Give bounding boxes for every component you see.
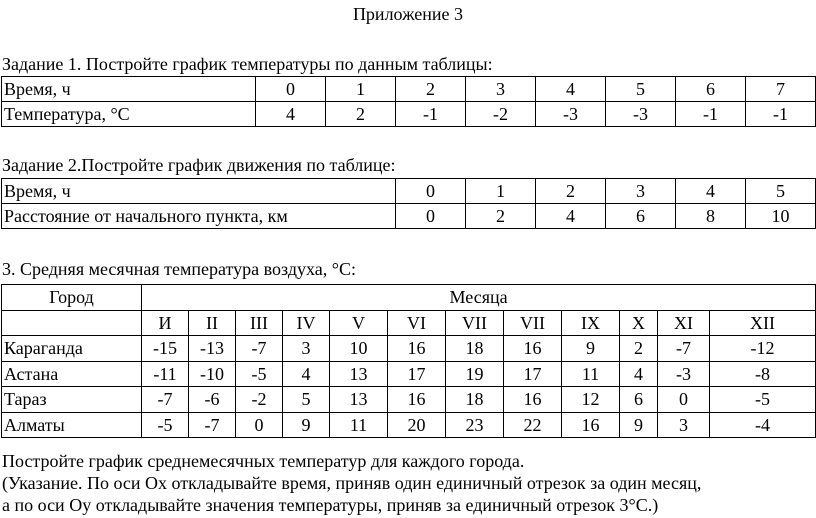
month-header-cell: V bbox=[330, 310, 388, 336]
table-cell: 12 bbox=[562, 387, 620, 413]
table-row bbox=[2, 336, 816, 362]
table-cell: 2 bbox=[326, 102, 396, 127]
table-cell: -3 bbox=[658, 361, 710, 387]
table-cell: 3 bbox=[283, 336, 330, 362]
table-cell: -5 bbox=[236, 361, 283, 387]
table-cell: 11 bbox=[562, 361, 620, 387]
table-cell: 17 bbox=[504, 361, 562, 387]
task2-table-body bbox=[2, 179, 816, 229]
table-cell: 3 bbox=[466, 77, 536, 102]
table-cell: -6 bbox=[189, 387, 236, 413]
month-header-cell: II bbox=[189, 310, 236, 336]
city-name: Тараз bbox=[2, 387, 142, 413]
month-header-cell: III bbox=[236, 310, 283, 336]
task3-instruction: Постройте график среднемесячных температур для каждого города. bbox=[2, 451, 525, 471]
table-cell: 16 bbox=[504, 387, 562, 413]
table-cell: -7 bbox=[189, 412, 236, 438]
table-cell: -7 bbox=[236, 336, 283, 362]
table-cell: 0 bbox=[658, 387, 710, 413]
table-cell: 2 bbox=[620, 336, 658, 362]
month-header-cell: И bbox=[142, 310, 189, 336]
table-cell: 11 bbox=[330, 412, 388, 438]
table-cell: 18 bbox=[446, 336, 504, 362]
table-cell: 8 bbox=[676, 204, 746, 229]
table-cell: -2 bbox=[466, 102, 536, 127]
task1-heading: Задание 1. Постройте график температуры по данным таблицы: bbox=[2, 54, 493, 74]
table-cell: 13 bbox=[330, 387, 388, 413]
task1-table-body bbox=[2, 77, 816, 127]
table-cell: -12 bbox=[710, 336, 816, 362]
month-header-cell: XII bbox=[710, 310, 816, 336]
task3-note-line2: а по оси Оу откладывайте значения температуры, приняв за единичный отрезок 3°С.) bbox=[2, 495, 659, 515]
table-cell: 4 bbox=[620, 361, 658, 387]
table-cell: -15 bbox=[142, 336, 189, 362]
table-cell: 10 bbox=[746, 204, 816, 229]
table-cell: 22 bbox=[504, 412, 562, 438]
table-cell: -2 bbox=[236, 387, 283, 413]
table-cell: 0 bbox=[236, 412, 283, 438]
table-cell: 9 bbox=[283, 412, 330, 438]
empty-cell bbox=[2, 310, 142, 336]
table-cell: 4 bbox=[283, 361, 330, 387]
table-cell: 4 bbox=[536, 77, 606, 102]
table-cell: 16 bbox=[562, 412, 620, 438]
table-cell: 9 bbox=[620, 412, 658, 438]
table-cell: -8 bbox=[710, 361, 816, 387]
table-cell: 0 bbox=[396, 204, 466, 229]
table-cell: -1 bbox=[746, 102, 816, 127]
table-cell: 6 bbox=[620, 387, 658, 413]
table-cell: -3 bbox=[606, 102, 676, 127]
table-cell: 10 bbox=[330, 336, 388, 362]
table-cell: 2 bbox=[396, 77, 466, 102]
row-label: Время, ч bbox=[2, 179, 396, 204]
table-cell: 4 bbox=[536, 204, 606, 229]
month-header-cell: VII bbox=[504, 310, 562, 336]
table-row bbox=[2, 387, 816, 413]
months-row bbox=[2, 310, 816, 336]
task2-heading: Задание 2.Постройте график движения по таблице: bbox=[2, 155, 396, 175]
table-cell: 1 bbox=[466, 179, 536, 204]
city-header: Город bbox=[2, 285, 142, 311]
table-cell: 17 bbox=[388, 361, 446, 387]
month-header-cell: VII bbox=[446, 310, 504, 336]
table-cell: -1 bbox=[396, 102, 466, 127]
table-cell: -7 bbox=[142, 387, 189, 413]
table-cell: -1 bbox=[676, 102, 746, 127]
month-header-cell: X bbox=[620, 310, 658, 336]
table-header-row bbox=[2, 285, 816, 311]
table-cell: 5 bbox=[606, 77, 676, 102]
task3-heading: 3. Средняя месячная температура воздуха, °С: bbox=[2, 259, 356, 279]
table-cell: 18 bbox=[446, 387, 504, 413]
table-cell: 19 bbox=[446, 361, 504, 387]
table-cell: 16 bbox=[388, 336, 446, 362]
table-cell: -7 bbox=[658, 336, 710, 362]
table-cell: -10 bbox=[189, 361, 236, 387]
table-row bbox=[2, 412, 816, 438]
table-row bbox=[2, 179, 816, 204]
task3-table-body bbox=[2, 285, 816, 438]
table-cell: -5 bbox=[710, 387, 816, 413]
table-cell: 3 bbox=[658, 412, 710, 438]
table-cell: 6 bbox=[606, 204, 676, 229]
table-cell: 9 bbox=[562, 336, 620, 362]
table-cell: 5 bbox=[746, 179, 816, 204]
task1-table bbox=[1, 76, 816, 127]
task3-table bbox=[1, 284, 816, 438]
table-cell: 6 bbox=[676, 77, 746, 102]
month-header-cell: XI bbox=[658, 310, 710, 336]
appendix-title: Приложение 3 bbox=[352, 4, 464, 24]
months-header: Месяца bbox=[142, 285, 816, 311]
table-cell: -4 bbox=[710, 412, 816, 438]
table-cell: 13 bbox=[330, 361, 388, 387]
month-header-cell: IX bbox=[562, 310, 620, 336]
table-cell: 7 bbox=[746, 77, 816, 102]
table-row bbox=[2, 102, 816, 127]
table-cell: -11 bbox=[142, 361, 189, 387]
table-cell: 1 bbox=[326, 77, 396, 102]
city-name: Алматы bbox=[2, 412, 142, 438]
task3-note-line1: (Указание. По оси Ох откладывайте время, приняв один единичный отрезок за один месяц, bbox=[2, 473, 702, 493]
table-cell: -3 bbox=[536, 102, 606, 127]
row-label: Расстояние от начального пункта, км bbox=[2, 204, 396, 229]
table-cell: 0 bbox=[256, 77, 326, 102]
row-label: Температура, °С bbox=[2, 102, 256, 127]
table-cell: 20 bbox=[388, 412, 446, 438]
table-cell: 16 bbox=[504, 336, 562, 362]
table-cell: 2 bbox=[536, 179, 606, 204]
table-row bbox=[2, 361, 816, 387]
city-name: Астана bbox=[2, 361, 142, 387]
table-cell: 0 bbox=[396, 179, 466, 204]
table-cell: 23 bbox=[446, 412, 504, 438]
table-cell: 4 bbox=[676, 179, 746, 204]
table-cell: 4 bbox=[256, 102, 326, 127]
row-label: Время, ч bbox=[2, 77, 256, 102]
table-cell: -5 bbox=[142, 412, 189, 438]
month-header-cell: VI bbox=[388, 310, 446, 336]
task2-table bbox=[1, 178, 816, 229]
table-cell: 3 bbox=[606, 179, 676, 204]
table-row bbox=[2, 204, 816, 229]
table-cell: 16 bbox=[388, 387, 446, 413]
table-cell: -13 bbox=[189, 336, 236, 362]
table-row bbox=[2, 77, 816, 102]
table-cell: 2 bbox=[466, 204, 536, 229]
table-cell: 5 bbox=[283, 387, 330, 413]
city-name: Караганда bbox=[2, 336, 142, 362]
month-header-cell: IV bbox=[283, 310, 330, 336]
